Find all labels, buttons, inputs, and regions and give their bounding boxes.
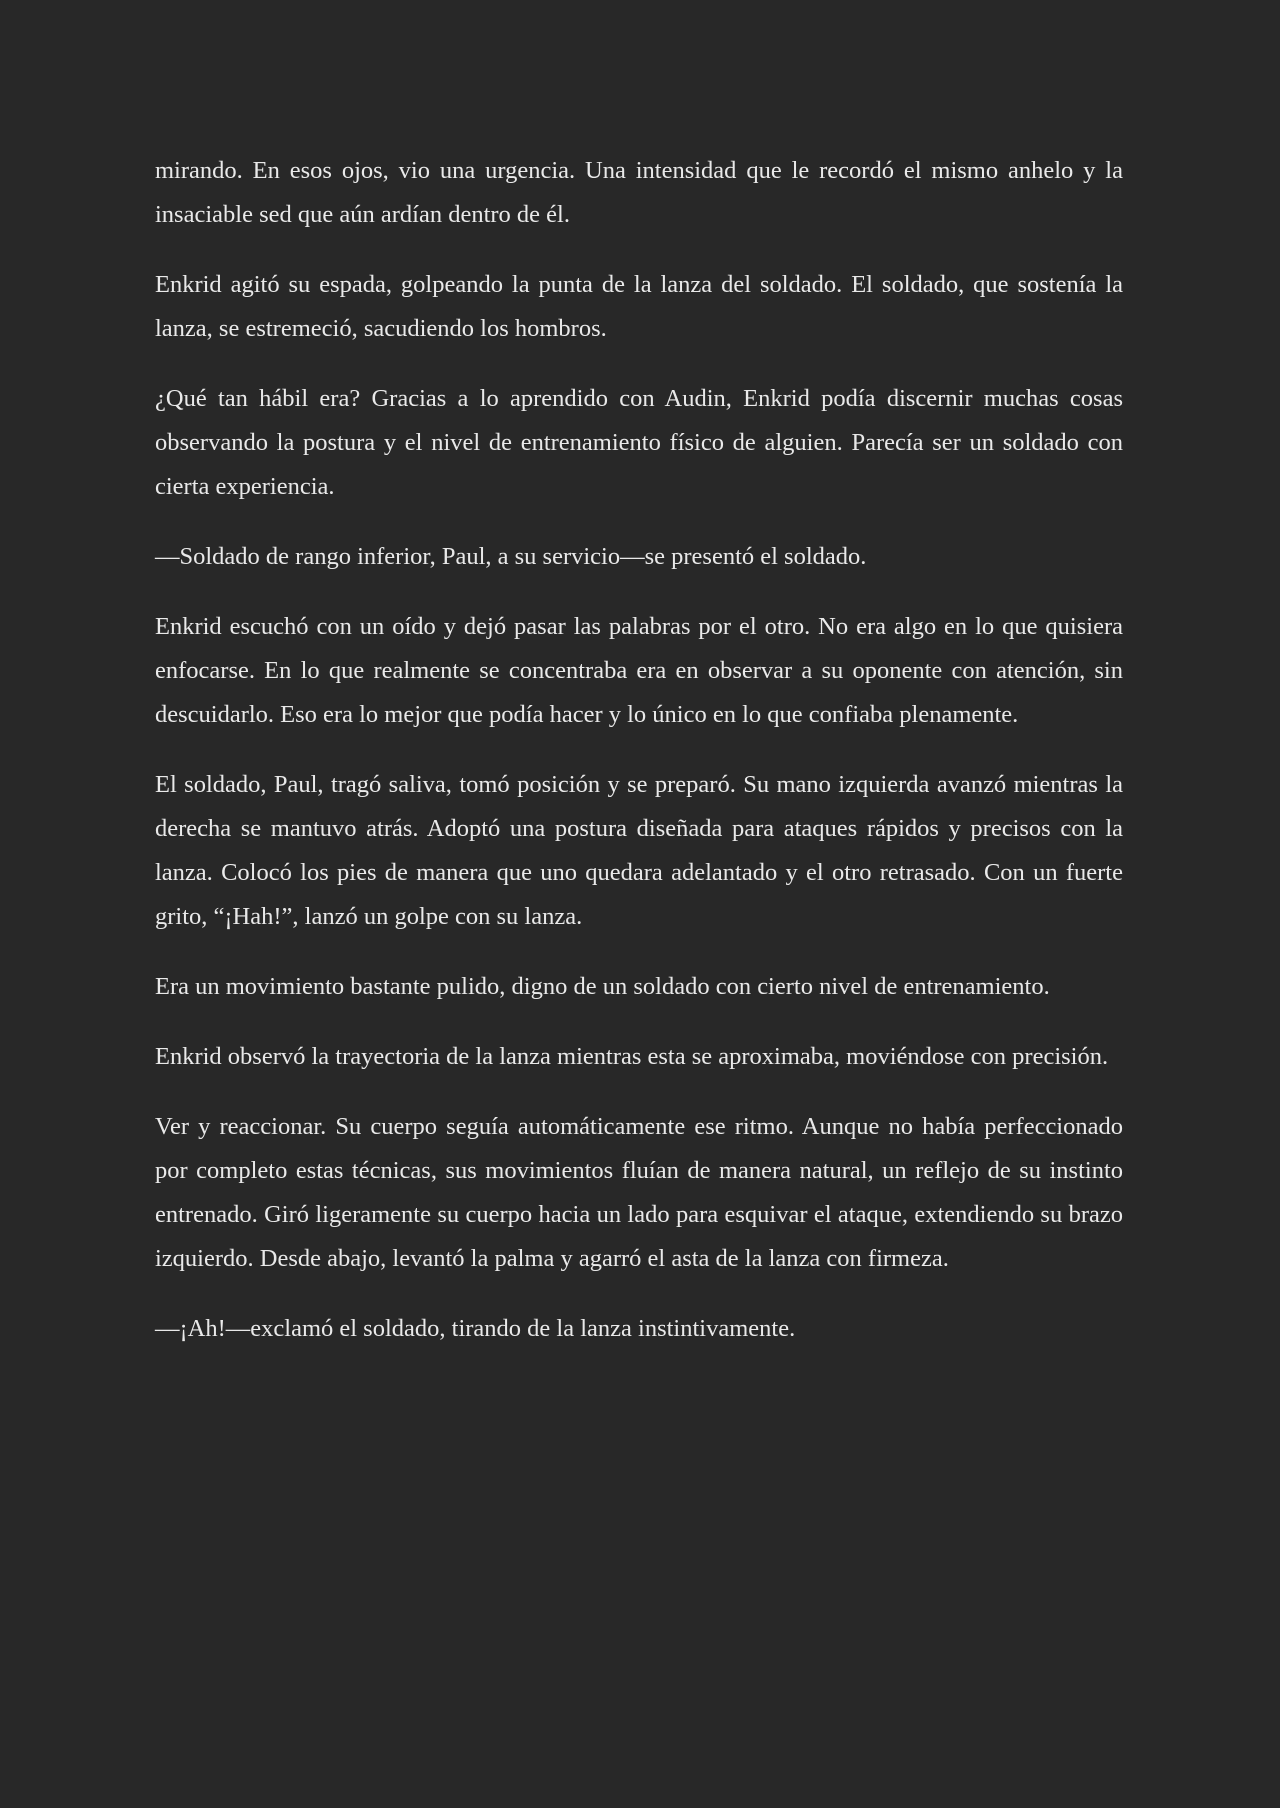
paragraph-6: El soldado, Paul, tragó saliva, tomó posición y se preparó. Su mano izquierda avanzó mientras la derecha se mantuvo atrás. Adoptó una postura diseñada para ataques rápidos y precisos con la lanza. Colocó los pies de manera que uno quedara adelantado y el otro retrasado. Con un fuerte grito, “¡Hah!”, lanzó un golpe con su lanza. bbox=[155, 771, 1123, 930]
paragraph-2: Enkrid agitó su espada, golpeando la punta de la lanza del soldado. El soldado, que sostenía la lanza, se estremeció, sacudiendo los hombros. bbox=[155, 271, 1123, 342]
paragraph-5: Enkrid escuchó con un oído y dejó pasar las palabras por el otro. No era algo en lo que quisiera enfocarse. En lo que realmente se concentraba era en observar a su oponente con atención, sin descuidarlo. Eso era lo mejor que podía hacer y lo único en lo que confiaba plenamente. bbox=[155, 613, 1123, 728]
paragraph-1: mirando. En esos ojos, vio una urgencia. Una intensidad que le recordó el mismo anhelo y la insaciable sed que aún ardían dentro de él. bbox=[155, 157, 1123, 228]
paragraph-9: Ver y reaccionar. Su cuerpo seguía automáticamente ese ritmo. Aunque no había perfeccionado por completo estas técnicas, sus movimientos fluían de manera natural, un reflejo de su instinto entrenado. Giró ligeramente su cuerpo hacia un lado para esquivar el ataque, extendiendo su brazo izquierdo. Desde abajo, levantó la palma y agarró el asta de la lanza con firmeza. bbox=[155, 1113, 1123, 1272]
paragraph-8: Enkrid observó la trayectoria de la lanza mientras esta se aproximaba, moviéndose con precisión. bbox=[155, 1043, 1109, 1070]
paragraph-4: —Soldado de rango inferior, Paul, a su servicio—se presentó el soldado. bbox=[155, 543, 867, 570]
paragraph-3: ¿Qué tan hábil era? Gracias a lo aprendido con Audin, Enkrid podía discernir muchas cosas observando la postura y el nivel de entrenamiento físico de alguien. Parecía ser un soldado con cierta experiencia. bbox=[155, 385, 1123, 500]
paragraph-7: Era un movimiento bastante pulido, digno de un soldado con cierto nivel de entrenamiento. bbox=[155, 973, 1050, 1000]
paragraph-10: —¡Ah!—exclamó el soldado, tirando de la lanza instintivamente. bbox=[155, 1315, 796, 1342]
reader-page bbox=[155, 149, 1123, 1377]
